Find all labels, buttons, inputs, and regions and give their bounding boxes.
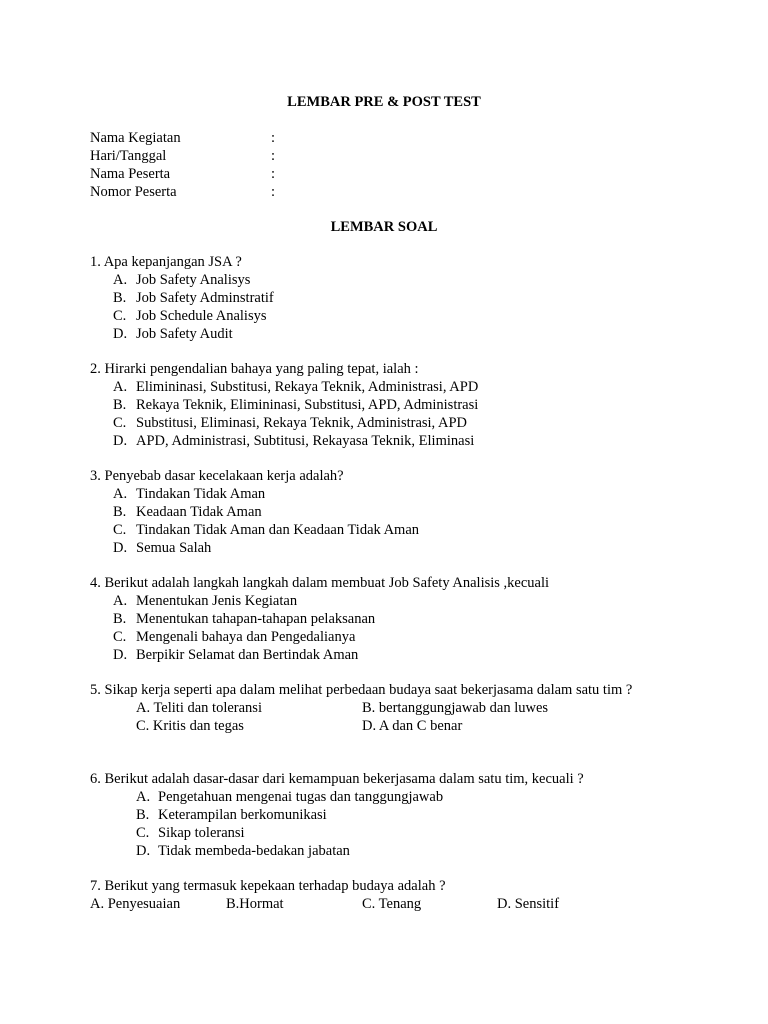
option-text: D. Sensitif	[497, 896, 560, 912]
option-text: Menentukan Jenis Kegiatan	[136, 593, 298, 609]
option-letter: D.	[113, 540, 128, 556]
question-7: 7. Berikut yang termasuk kepekaan terhadap budaya adalah ?	[90, 878, 446, 894]
option-letter: A.	[113, 272, 128, 288]
option-text: Keadaan Tidak Aman	[136, 504, 262, 520]
option-text: A. Penyesuaian	[90, 896, 181, 912]
page-title: LEMBAR PRE & POST TEST	[287, 94, 481, 110]
option-letter: D.	[113, 647, 128, 663]
option-letter: C.	[113, 522, 127, 538]
option-text: Pengetahuan mengenai tugas dan tanggungjawab	[158, 789, 444, 805]
option-letter: B.	[113, 611, 127, 627]
option-text: Tindakan Tidak Aman	[136, 486, 266, 502]
option-text: Elimininasi, Substitusi, Rekaya Teknik, Administrasi, APD	[136, 379, 479, 395]
option-text: APD, Administrasi, Subtitusi, Rekayasa Teknik, Eliminasi	[136, 433, 475, 449]
info-colon: :	[271, 166, 276, 182]
option-text: Tindakan Tidak Aman dan Keadaan Tidak Aman	[136, 522, 420, 538]
option-text: Tidak membeda-bedakan jabatan	[158, 843, 350, 859]
option-text: A. Teliti dan toleransi	[136, 700, 262, 716]
option-text: Job Safety Analisys	[136, 272, 251, 288]
option-text: Job Schedule Analisys	[136, 308, 267, 324]
option-letter: D.	[113, 326, 128, 342]
option-text: D. A dan C benar	[362, 718, 463, 734]
question-6: 6. Berikut adalah dasar-dasar dari kemampuan bekerjasama dalam satu tim, kecuali ?	[90, 771, 584, 787]
question-5: 5. Sikap kerja seperti apa dalam melihat perbedaan budaya saat bekerjasama dalam satu tim ?	[90, 682, 633, 698]
info-label-hari-tanggal: Hari/Tanggal	[90, 148, 167, 164]
option-text: C. Tenang	[362, 896, 422, 912]
option-letter: B.	[113, 397, 127, 413]
option-text: B. bertanggungjawab dan luwes	[362, 700, 549, 716]
option-text: Substitusi, Eliminasi, Rekaya Teknik, Administrasi, APD	[136, 415, 468, 431]
option-letter: B.	[136, 807, 150, 823]
option-letter: A.	[136, 789, 151, 805]
option-text: Mengenali bahaya dan Pengedalianya	[136, 629, 356, 645]
option-letter: B.	[113, 504, 127, 520]
option-letter: A.	[113, 593, 128, 609]
option-letter: C.	[113, 308, 127, 324]
option-letter: D.	[113, 433, 128, 449]
option-text: Job Safety Audit	[136, 326, 233, 342]
option-text: Berpikir Selamat dan Bertindak Aman	[136, 647, 359, 663]
option-text: Menentukan tahapan-tahapan pelaksanan	[136, 611, 376, 627]
option-letter: C.	[113, 629, 127, 645]
option-letter: B.	[113, 290, 127, 306]
option-text: Job Safety Adminstratif	[136, 290, 274, 306]
option-text: C. Kritis dan tegas	[136, 718, 244, 734]
info-label-nama-peserta: Nama Peserta	[90, 166, 171, 182]
info-label-nama-kegiatan: Nama Kegiatan	[90, 130, 181, 146]
question-1: 1. Apa kepanjangan JSA ?	[90, 254, 242, 270]
option-letter: C.	[113, 415, 127, 431]
option-letter: D.	[136, 843, 151, 859]
option-text: Rekaya Teknik, Elimininasi, Substitusi, APD, Administrasi	[136, 397, 479, 413]
question-2: 2. Hirarki pengendalian bahaya yang paling tepat, ialah :	[90, 361, 419, 377]
question-3: 3. Penyebab dasar kecelakaan kerja adalah?	[90, 468, 344, 484]
option-text: Sikap toleransi	[158, 825, 245, 841]
info-colon: :	[271, 184, 276, 200]
option-letter: A.	[113, 486, 128, 502]
option-letter: C.	[136, 825, 150, 841]
option-letter: A.	[113, 379, 128, 395]
info-label-nomor-peserta: Nomor Peserta	[90, 184, 177, 200]
info-colon: :	[271, 130, 276, 146]
option-text: Keterampilan berkomunikasi	[158, 807, 327, 823]
question-4: 4. Berikut adalah langkah langkah dalam membuat Job Safety Analisis ,kecuali	[90, 575, 550, 591]
option-text: B.Hormat	[226, 896, 284, 912]
section-title: LEMBAR SOAL	[330, 219, 438, 235]
option-text: Semua Salah	[136, 540, 212, 556]
info-colon: :	[271, 148, 276, 164]
